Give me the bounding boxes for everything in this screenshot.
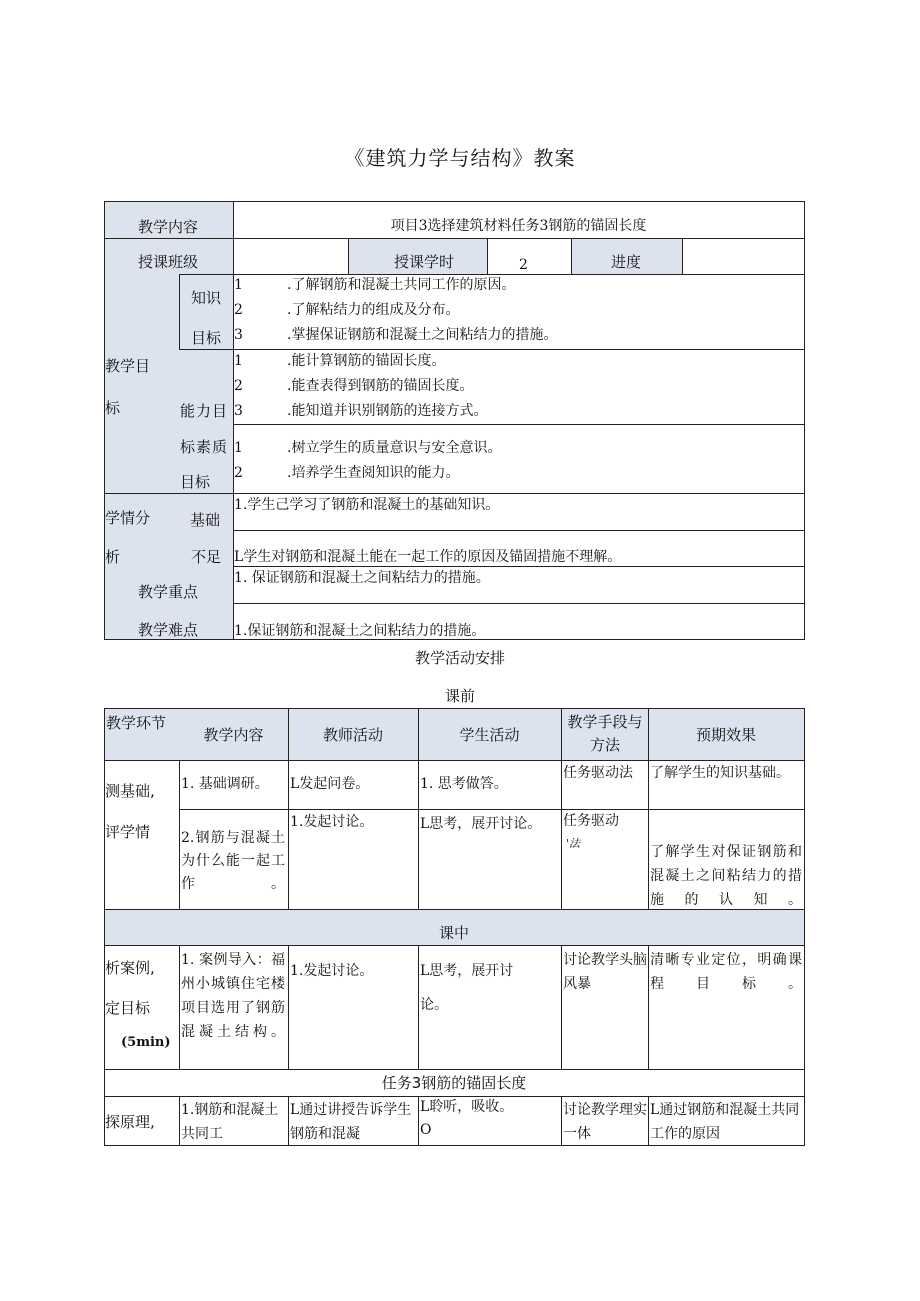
deficit-label: 不足 <box>191 548 222 566</box>
hours-value: 2 <box>519 257 528 273</box>
ability-num-3: 3 <box>234 403 243 419</box>
task-teacher: L通过讲授告诉学生钢筋和混凝 <box>290 1102 412 1142</box>
pre-row2-method: 任务驱动 <box>563 813 619 829</box>
quality-item-2: .培养学生查阅知识的能力。 <box>287 465 460 481</box>
knowledge-label-2: 目标 <box>191 329 222 347</box>
in-class-stage: 析案例, <box>105 959 155 977</box>
col-teacher: 教师活动 <box>322 726 383 744</box>
knowledge-num-1: 1 <box>234 277 243 293</box>
difficulty-label: 教学难点 <box>138 621 199 639</box>
pre-class-stage-2: 评学情 <box>105 823 151 841</box>
pre-row2-student: L思考，展开讨论。 <box>420 816 542 832</box>
knowledge-item-3: .掌握保证钢筋和混凝土之间粘结力的措施。 <box>287 327 558 343</box>
col-effect: 预期效果 <box>695 726 756 744</box>
in-class-title: 课中 <box>438 924 469 942</box>
col-student: 学生活动 <box>459 726 520 744</box>
pre-row1-teacher: L发起问卷。 <box>290 776 370 792</box>
ability-quality-label: 标素质 <box>180 438 229 456</box>
activity-title: 教学活动安排 <box>414 649 505 667</box>
pre-row2-content: 2.钢筋与混凝土为什么能一起工作。 <box>181 830 285 892</box>
hours-label: 授课学时 <box>394 253 455 271</box>
ability-item-1: .能计算钢筋的锚固长度。 <box>287 353 446 369</box>
ability-item-3: .能知道并识别钢筋的连接方式。 <box>287 403 488 419</box>
col-method: 教学手段与方法 <box>567 713 643 754</box>
knowledge-num-2: 2 <box>234 302 243 318</box>
pre-row1-content: 1. 基础调研。 <box>181 776 269 792</box>
task-student: L聆听，吸收。 <box>420 1099 514 1115</box>
quality-label: 目标 <box>180 473 211 491</box>
in-class-content: 1. 案例导入：福州小城镇住宅楼项目选用了钢筋混凝土结构。 <box>181 952 285 1040</box>
task-title: 任务3钢筋的锚固长度 <box>381 1074 527 1092</box>
class-label: 授课班级 <box>138 253 199 271</box>
ability-num-1: 1 <box>234 353 243 369</box>
analysis-label-2: 析 <box>105 548 121 566</box>
progress-label: 进度 <box>611 253 642 271</box>
basis-label: 基础 <box>190 511 221 529</box>
ability-label: 能力目 <box>180 402 229 420</box>
in-class-teacher: 1.发起讨论。 <box>290 963 374 979</box>
key-point-value: 1. 保证钢筋和混凝土之间粘结力的措施。 <box>234 570 490 586</box>
pre-row1-student: 1. 思考做答。 <box>420 776 508 792</box>
col-content: 教学内容 <box>203 726 264 744</box>
ability-num-2: 2 <box>234 378 243 394</box>
quality-item-1: .树立学生的质量意识与安全意识。 <box>287 440 502 456</box>
task-content: 1.钢筋和混凝土共同工 <box>181 1102 279 1142</box>
knowledge-label: 知识 <box>191 289 222 307</box>
ability-item-2: .能查表得到钢筋的锚固长度。 <box>287 378 474 394</box>
in-class-stage-time: (5min) <box>121 1035 171 1050</box>
in-class-method: 讨论教学头脑风暴 <box>563 952 647 992</box>
content-label: 教学内容 <box>138 218 199 236</box>
task-student-2: O <box>420 1122 432 1138</box>
basis-value: 1.学生己学习了钢筋和混凝土的基础知识。 <box>234 497 500 513</box>
knowledge-item-1: .了解钢筋和混凝土共同工作的原因。 <box>287 277 516 293</box>
in-class-student-2: 论。 <box>420 997 448 1013</box>
deficit-value: L学生对钢筋和混凝土能在一起工作的原因及锚固措施不理解。 <box>234 549 622 565</box>
quality-num-1: 1 <box>234 440 243 456</box>
pre-row2-effect: 了解学生对保证钢筋和混凝土之间粘结力的措施的认知。 <box>650 844 802 908</box>
col-stage: 教学环节 <box>106 714 167 732</box>
task-stage: 探原理, <box>105 1113 155 1131</box>
task-method: 讨论教学理实一体 <box>563 1102 647 1142</box>
in-class-student: L思考，展开讨 <box>420 963 514 979</box>
key-point-label: 教学重点 <box>138 583 199 601</box>
difficulty-value: 1.保证钢筋和混凝土之间粘结力的措施。 <box>234 623 486 639</box>
knowledge-num-3: 3 <box>234 327 243 343</box>
task-effect: L通过钢筋和混凝土共同工作的原因 <box>650 1102 800 1142</box>
in-class-stage-2: 定目标 <box>105 999 151 1017</box>
pre-class-stage: 测基础, <box>105 782 155 800</box>
quality-num-2: 2 <box>234 465 243 481</box>
content-value: 项目3选择建筑材料任务3钢筋的锚固长度 <box>390 218 647 234</box>
objectives-label: 教学目 <box>105 357 151 375</box>
objectives-label-2: 标 <box>105 399 121 417</box>
pre-row1-method: 任务驱动法 <box>563 765 633 781</box>
pre-row2-method-2: '法 <box>566 837 581 850</box>
pre-row1-effect: 了解学生的知识基础。 <box>650 765 790 781</box>
pre-class-title: 课前 <box>444 687 475 705</box>
in-class-effect: 清晰专业定位，明确课程目标。 <box>650 952 802 992</box>
pre-row2-teacher: 1.发起讨论。 <box>290 814 374 830</box>
analysis-label: 学情分 <box>105 509 151 527</box>
knowledge-item-2: .了解粘结力的组成及分布。 <box>287 302 460 318</box>
document-title: 《建筑力学与结构》教案 <box>344 146 576 170</box>
